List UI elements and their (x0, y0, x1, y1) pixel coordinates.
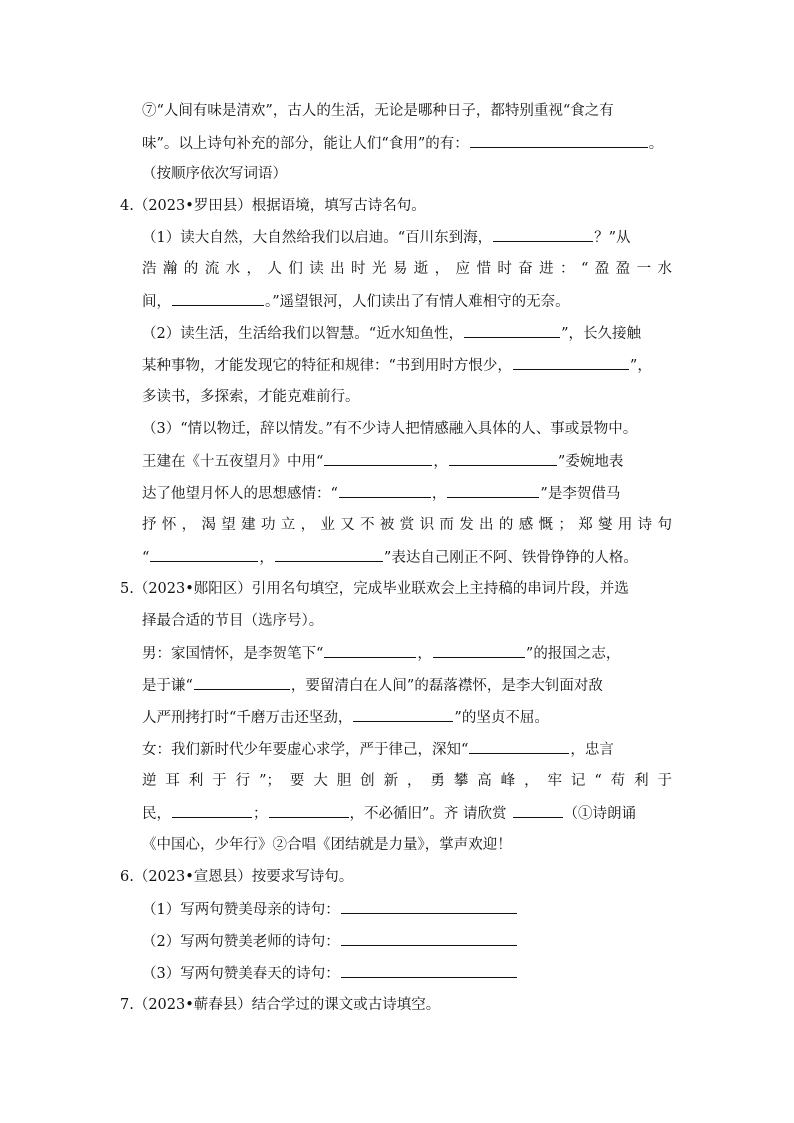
answer-blank[interactable] (172, 290, 264, 306)
text: “ (142, 550, 150, 566)
text: 择最合适的节目（选序号）。 (142, 613, 324, 629)
answer-blank[interactable] (324, 642, 416, 658)
answer-blank[interactable] (513, 354, 629, 370)
answer-blank[interactable] (324, 450, 432, 466)
question-title: 7.（2023•蕲春县）结合学过的课文或古诗填空。 (120, 997, 441, 1013)
answer-blank[interactable] (341, 898, 517, 914)
q5-header-line1 (120, 578, 629, 600)
text: （2）读生活，生活给我们以智慧。“近水知鱼性， (142, 326, 464, 342)
answer-blank[interactable] (275, 546, 383, 562)
text: 多读书，多探索，才能克难前行。 (142, 389, 360, 405)
q6-item1 (142, 898, 518, 920)
q5-header-line2 (142, 610, 323, 632)
q5-female-line4 (142, 834, 512, 856)
q7-header (120, 994, 440, 1016)
question-title: 6.（2023•宣恩县）按要求写诗句。 (120, 869, 354, 885)
item7-line1 (142, 100, 614, 122)
item7-line2 (142, 132, 663, 154)
answer-blank[interactable] (470, 132, 648, 148)
answer-blank[interactable] (194, 674, 290, 690)
answer-blank[interactable] (172, 802, 252, 818)
q5-female-line1 (142, 738, 614, 760)
text: 浩瀚的流水，人们读出时光易逝，应惜时奋进：“盈盈一水 (142, 261, 672, 277)
text: ”是李贺借马 (540, 486, 621, 502)
answer-blank[interactable] (341, 930, 517, 946)
program-choice-blank[interactable] (513, 802, 563, 818)
text: 人严刑拷打时“千磨万击还坚劲， (142, 710, 353, 726)
text: 是于谦“ (142, 678, 193, 694)
text: ，不必循旧”。齐 请欣赏 (349, 806, 507, 822)
answer-blank[interactable] (449, 450, 557, 466)
question-title: 4.（2023•罗田县）根据语境，填写古诗名句。 (120, 198, 426, 214)
text: ”，长久接触 (561, 326, 642, 342)
text: ”表达自己刚正不阿、铁骨铮铮的人格。 (383, 550, 638, 566)
text: 女：我们新时代少年要虚心求学，严于律己，深知“ (142, 742, 469, 758)
text: 抒怀，渴望建功立，业又不被赏识而发出的感慨；郑燮用诗句 (142, 517, 672, 533)
q5-male-line2 (142, 674, 603, 696)
q6-item2 (142, 930, 518, 952)
text: （1）读大自然，大自然给我们以启迪。“百川东到海， (142, 230, 493, 246)
answer-blank[interactable] (493, 226, 593, 242)
answer-blank[interactable] (447, 482, 539, 498)
text: （①诗朗诵 (563, 806, 637, 822)
text: ， (259, 550, 274, 566)
q4-p1-line3 (142, 290, 570, 312)
q5-female-line3 (142, 802, 636, 824)
q5-male-line1 (142, 642, 620, 664)
text: ”， (629, 358, 652, 374)
text: ， (417, 646, 432, 662)
text: 民， (142, 806, 171, 822)
answer-blank[interactable] (269, 802, 349, 818)
answer-blank[interactable] (150, 546, 258, 562)
text: ”的坚贞不屈。 (454, 710, 549, 726)
answer-blank[interactable] (433, 642, 525, 658)
text: 逆耳利于行”；要大胆创新，勇攀高峰，牢记“苟利于 (142, 773, 672, 789)
question-title: 5.（2023•郧阳区）引用名句填空，完成毕业联欢会上主持稿的串词片段，并选 (120, 581, 629, 597)
text: 王建在《十五夜望月》中用“ (142, 454, 324, 470)
text: ， (431, 486, 447, 502)
q4-p1-line1 (142, 226, 631, 248)
text: ”的报国之志， (525, 646, 621, 662)
item7-line3 (142, 163, 287, 185)
text: ，忠言 (570, 742, 614, 758)
text: （按顺序依次写词语） (142, 166, 287, 182)
answer-blank[interactable] (339, 482, 431, 498)
text: 《中国心，少年行》②合唱《团结就是力量》，掌声欢迎！ (142, 837, 512, 853)
text: （3）“情以物迁，辞以情发。”有不少诗人把情感融入具体的人、事或景物中。 (142, 421, 638, 437)
answer-blank[interactable] (353, 706, 453, 722)
q4-p2-line2 (142, 354, 652, 376)
text: 味”。以上诗句补充的部分，能让人们“食用”的有： (142, 136, 469, 152)
text: 。”遥望银河，人们读出了有情人难相守的无奈。 (265, 294, 570, 310)
q4-p3-line1 (142, 418, 637, 440)
q4-p2-line3 (142, 386, 360, 408)
q4-header (120, 195, 426, 217)
q6-header (120, 866, 353, 888)
text: ， (433, 454, 448, 470)
q4-p1-line2 (142, 258, 672, 280)
text: 男：家国情怀，是李贺笔下“ (142, 646, 324, 662)
q6-item3 (142, 962, 518, 984)
text: （3）写两句赞美春天的诗句： (142, 966, 340, 982)
text: ，要留清白在人间”的磊落襟怀，是李大钊面对敌 (290, 678, 603, 694)
text: （2）写两句赞美老师的诗句： (142, 934, 340, 950)
q5-male-line3 (142, 706, 549, 728)
text: 某种事物，才能发现它的特征和规律：“书到用时方恨少， (142, 358, 512, 374)
text: ⑦“人间有味是清欢”，古人的生活，无论是哪种日子，都特别重视“食之有 (142, 103, 614, 119)
text: ”委婉地表 (557, 454, 624, 470)
q4-p3-line4 (142, 514, 672, 536)
text: ； (253, 806, 268, 822)
q4-p2-line1 (142, 322, 641, 344)
text: （1）写两句赞美母亲的诗句： (142, 902, 340, 918)
q4-p3-line3 (142, 482, 620, 504)
answer-blank[interactable] (341, 962, 517, 978)
q5-female-line2 (142, 770, 672, 792)
text: 间， (142, 294, 171, 310)
text: ？”从 (594, 230, 631, 246)
text: 。 (648, 136, 664, 152)
q4-p3-line5 (142, 546, 638, 568)
answer-blank[interactable] (469, 738, 569, 754)
q4-p3-line2 (142, 450, 623, 472)
text: 达了他望月怀人的思想感情：“ (142, 486, 338, 502)
answer-blank[interactable] (464, 322, 560, 338)
